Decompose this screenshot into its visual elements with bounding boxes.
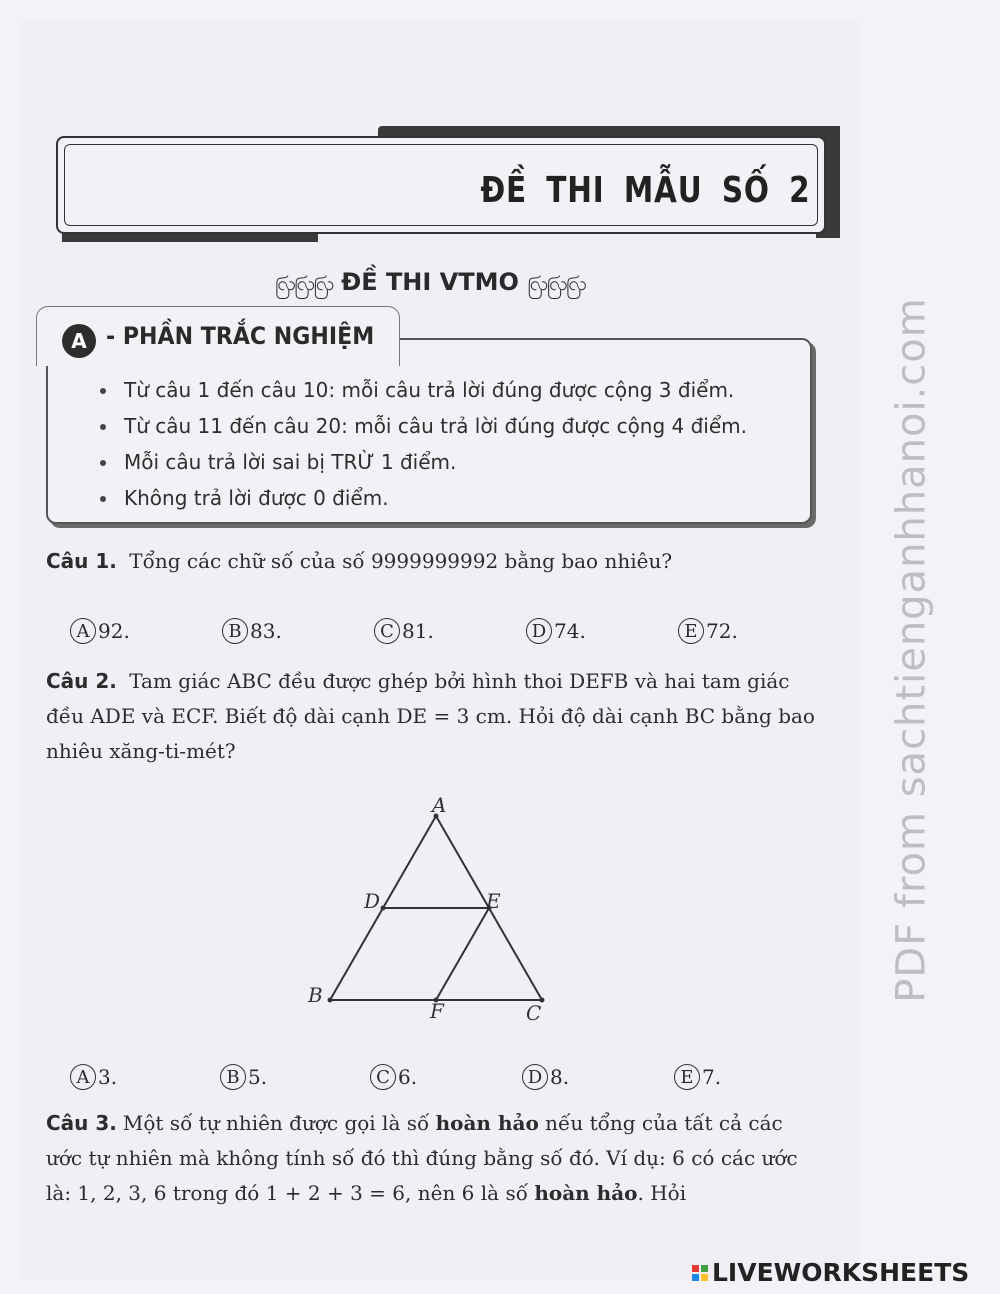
rule-item: Không trả lời được 0 điểm. bbox=[98, 480, 747, 516]
option-letter: E bbox=[678, 618, 704, 644]
option-letter: D bbox=[526, 618, 552, 644]
option-letter: B bbox=[220, 1064, 246, 1090]
option-value: 92. bbox=[98, 619, 130, 643]
keyword-perfect: hoàn hảo bbox=[435, 1111, 539, 1135]
answer-option[interactable] bbox=[522, 1064, 569, 1090]
option-value: 3. bbox=[98, 1065, 118, 1089]
option-value: 74. bbox=[554, 619, 586, 643]
question-1 bbox=[46, 544, 816, 579]
question-text: Một số tự nhiên được gọi là số bbox=[122, 1111, 436, 1135]
option-letter: E bbox=[674, 1064, 700, 1090]
logo-square bbox=[692, 1274, 699, 1281]
label-e: E bbox=[486, 889, 501, 913]
answer-option[interactable] bbox=[370, 1064, 417, 1090]
exam-subtitle bbox=[0, 268, 860, 300]
option-letter: D bbox=[522, 1064, 548, 1090]
option-value: 7. bbox=[702, 1065, 722, 1089]
section-title: - PHẦN TRẮC NGHIỆM bbox=[106, 322, 375, 350]
option-value: 6. bbox=[398, 1065, 418, 1089]
option-letter: A bbox=[70, 618, 96, 644]
option-value: 72. bbox=[706, 619, 738, 643]
rule-item: Từ câu 1 đến câu 10: mỗi câu trả lời đúng được cộng 3 điểm. bbox=[98, 372, 747, 408]
logo-icon bbox=[692, 1265, 708, 1281]
question-2 bbox=[46, 664, 816, 769]
logo-square bbox=[701, 1274, 708, 1281]
label-c: C bbox=[526, 1001, 542, 1024]
point-b bbox=[328, 998, 333, 1003]
ornament-icon: ꩺꩺꩺ bbox=[527, 271, 586, 295]
option-letter: B bbox=[222, 618, 248, 644]
answer-option[interactable] bbox=[674, 1064, 721, 1090]
answer-option[interactable] bbox=[70, 1064, 117, 1090]
logo-square bbox=[701, 1265, 708, 1272]
option-letter: A bbox=[70, 1064, 96, 1090]
question-text: . Hỏi bbox=[637, 1181, 687, 1205]
question-label: Câu 3. bbox=[46, 1111, 117, 1135]
label-b: B bbox=[308, 983, 323, 1007]
option-letter: C bbox=[370, 1064, 396, 1090]
answer-option[interactable] bbox=[70, 618, 130, 644]
option-value: 81. bbox=[402, 619, 434, 643]
question-text: nếu tổng của tất cả các ước tự nhiên mà không tính số đó thì đúng bằng số đó. Ví dụ: 6 có các ước là: 1, 2, 3, 6 trong đó 1 + 2 + 3 = 6, nên 6 là số bbox=[46, 1111, 798, 1205]
scoring-rules-list bbox=[98, 372, 747, 516]
option-letter: C bbox=[374, 618, 400, 644]
answer-option[interactable] bbox=[222, 618, 282, 644]
question-1-options bbox=[70, 618, 790, 652]
option-value: 8. bbox=[550, 1065, 570, 1089]
label-f: F bbox=[430, 999, 444, 1023]
rule-item: Mỗi câu trả lời sai bị TRỪ 1 điểm. bbox=[98, 444, 747, 480]
logo-square bbox=[692, 1265, 699, 1272]
question-text: Tổng các chữ số của số 9999999992 bằng bao nhiêu? bbox=[129, 549, 673, 573]
question-label: Câu 2. bbox=[46, 669, 117, 693]
answer-option[interactable] bbox=[678, 618, 738, 644]
header-banner bbox=[56, 136, 826, 234]
question-text: Tam giác ABC đều được ghép bởi hình thoi DEFB và hai tam giác đều ADE và ECF. Biết độ dài cạnh DE = 3 cm. Hỏi độ dài cạnh BC bằng bao nhiêu xăng-ti-mét? bbox=[46, 669, 815, 763]
question-2-options bbox=[70, 1064, 790, 1098]
keyword-perfect: hoàn hảo bbox=[534, 1181, 638, 1205]
answer-option[interactable] bbox=[220, 1064, 267, 1090]
option-value: 5. bbox=[248, 1065, 268, 1089]
option-value: 83. bbox=[250, 619, 282, 643]
answer-option[interactable] bbox=[526, 618, 586, 644]
rule-item: Từ câu 11 đến câu 20: mỗi câu trả lời đúng được cộng 4 điểm. bbox=[98, 408, 747, 444]
logo-text: LIVEWORKSHEETS bbox=[712, 1258, 970, 1287]
page-title: ĐỀ THI MẪU SỐ 2 bbox=[479, 170, 810, 211]
triangle-figure bbox=[300, 792, 560, 1024]
section-badge: A bbox=[62, 324, 96, 358]
answer-option[interactable] bbox=[374, 618, 434, 644]
question-label: Câu 1. bbox=[46, 549, 117, 573]
ornament-icon: ꩺꩺꩺ bbox=[274, 271, 333, 295]
edge-ef bbox=[436, 908, 489, 1000]
liveworksheets-logo[interactable] bbox=[692, 1258, 969, 1287]
label-d: D bbox=[364, 889, 381, 913]
subtitle-text: ĐỀ THI VTMO bbox=[341, 268, 519, 296]
label-a: A bbox=[432, 793, 447, 817]
watermark: PDF from sachtienganhhanoi.com bbox=[889, 297, 936, 1003]
point-d bbox=[381, 906, 386, 911]
question-3 bbox=[46, 1106, 816, 1211]
